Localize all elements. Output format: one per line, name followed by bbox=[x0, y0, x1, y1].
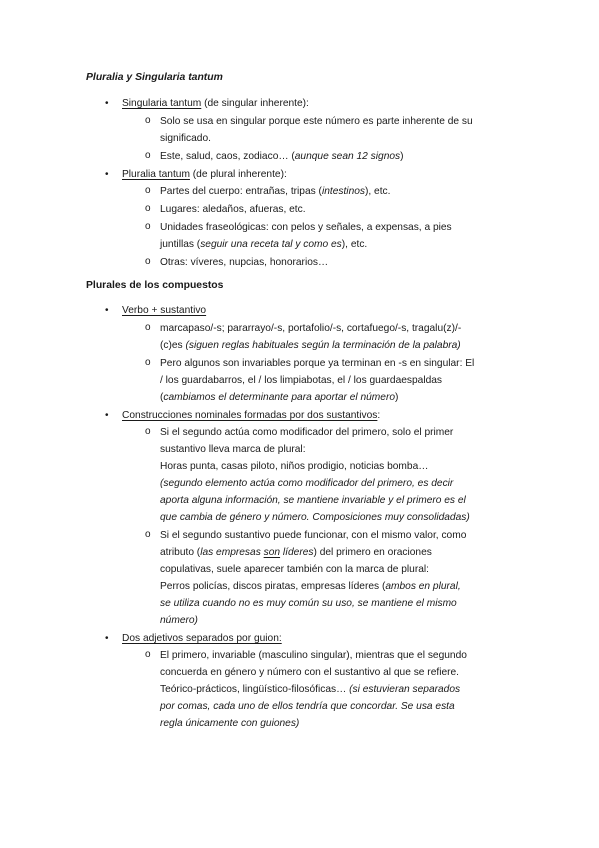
sub-item-cont: (segundo elemento actúa como modificador del primero, es decir bbox=[160, 478, 454, 489]
bullet-marker: • bbox=[105, 169, 109, 180]
sub-item-cont: aporta alguna información, se mantiene invariable y el primero es el bbox=[160, 495, 466, 506]
sub-item-cont: (c)es (siguen reglas habituales según la terminación de la palabra) bbox=[160, 340, 461, 351]
sub-marker: o bbox=[145, 322, 151, 333]
sub-item-cont: número) bbox=[160, 615, 198, 626]
sub-item-cont: juntillas (seguir una receta tal y como es), etc. bbox=[160, 239, 368, 250]
sub-item-cont: Perros policías, discos piratas, empresas líderes (ambos en plural, bbox=[160, 581, 461, 592]
sub-marker: o bbox=[145, 649, 151, 660]
sub-marker: o bbox=[145, 115, 151, 126]
sub-marker: o bbox=[145, 203, 151, 214]
term-pluralia: Pluralia tantum bbox=[122, 169, 190, 180]
document-page: Pluralia y Singularia tantum • Singularia tantum (de singular inherente): o Solo se usa en singular porque este número es parte inherente de su significado. o Este, salud, caos, zodiaco… (aunque sean 12 signos) • Pluralia tantum (de plural inherente): o Partes del cuerpo: entrañas, tripas (intestinos), etc. o Lugares: aledaños, afueras, etc. o Unidades fraseológicas: con pelos y señales, a expensas, a pies juntillas (seguir una receta tal y como es), etc. o Otras: víveres, nupcias, honorarios… Plurales de los compuestos • Verbo + sustantivo o marcapaso/-s; pararrayo/-s, portafolio/-s, cortafuego/-s, tragalu(z)/- (c)es (siguen reglas habituales según la terminación de la palabra) o Pero algunos son invariables porque ya terminan en -s en singular: El / los guardabarros, el / los limpiabotas, el / los guardaespaldas (cambiamos el determinante para aportar el número) • Construcciones nominales formadas por dos sustantivos: o Si el segundo actúa como modificador del primero, solo el primer sustantivo lleva marca de plural: Horas punta, casas piloto, niños prodigio, noticias bomba… (segundo elemento actúa como modificador del primero, es decir aporta alguna información, se mantiene invariable y el primero es el que cambia de género y número. Composiciones muy consolidadas) o Si el segundo sustantivo puede funcionar, con el mismo valor, como atributo (las empresas son líderes) del primero en oraciones copulativas, suele aparecer también con la marca de plural: Perros policías, discos piratas, empresas líderes (ambos en plural, se utiliza cuando no es muy común su uso, se mantiene el mismo número) • Dos adjetivos separados por guion: o El primero, invariable (masculino singular), mientras que el segundo concuerda en género y número con el sustantivo al que se refiere. Teórico-prácticos, lingüístico-filosóficas… (si estuvieran separados por comas, cada uno de ellos tendría que concordar. Se usa esta regla únicamente con guiones) bbox=[0, 0, 599, 848]
sub-marker: o bbox=[145, 185, 151, 196]
sub-marker: o bbox=[145, 221, 151, 232]
sub-item-cont: Horas punta, casas piloto, niños prodigio, noticias bomba… bbox=[160, 461, 429, 472]
bullet-marker: • bbox=[105, 305, 109, 316]
term-singularia: Singularia tantum bbox=[122, 98, 202, 109]
sub-item-cont: significado. bbox=[160, 133, 211, 144]
sub-marker: o bbox=[145, 150, 151, 161]
sub-item-cont: / los guardabarros, el / los limpiabotas, el / los guardaespaldas bbox=[160, 375, 443, 386]
sub-item-cont: que cambia de género y número. Composiciones muy consolidadas) bbox=[160, 512, 470, 523]
sub-item-cont: atributo (las empresas son líderes) del primero en oraciones bbox=[160, 547, 432, 558]
sub-item-cont: (cambiamos el determinante para aportar el número) bbox=[160, 392, 399, 403]
bullet-marker: • bbox=[105, 410, 109, 421]
heading-pluralia-singularia: Pluralia y Singularia tantum bbox=[86, 72, 223, 83]
bullet-marker: • bbox=[105, 633, 109, 644]
heading-plurales-compuestos: Plurales de los compuestos bbox=[86, 280, 224, 291]
sub-item-cont: concuerda en género y número con el sustantivo al que se refiere. bbox=[160, 667, 460, 678]
sub-item-cont: por comas, cada uno de ellos tendría que concordar. Se usa esta bbox=[160, 701, 455, 712]
sub-marker: o bbox=[145, 256, 151, 267]
sub-item-cont: regla únicamente con guiones) bbox=[160, 718, 300, 729]
sub-marker: o bbox=[145, 529, 151, 540]
sub-item-cont: se utiliza cuando no es muy común su uso, se mantiene el mismo bbox=[160, 598, 457, 609]
sub-marker: o bbox=[145, 426, 151, 437]
sub-item-cont: sustantivo lleva marca de plural: bbox=[160, 444, 306, 455]
sub-item-cont: Teórico-prácticos, lingüístico-filosóficas… (si estuvieran separados bbox=[160, 684, 461, 695]
sub-item-cont: copulativas, suele aparecer también con la marca de plural: bbox=[160, 564, 429, 575]
bullet-marker: • bbox=[105, 98, 109, 109]
sub-marker: o bbox=[145, 357, 151, 368]
